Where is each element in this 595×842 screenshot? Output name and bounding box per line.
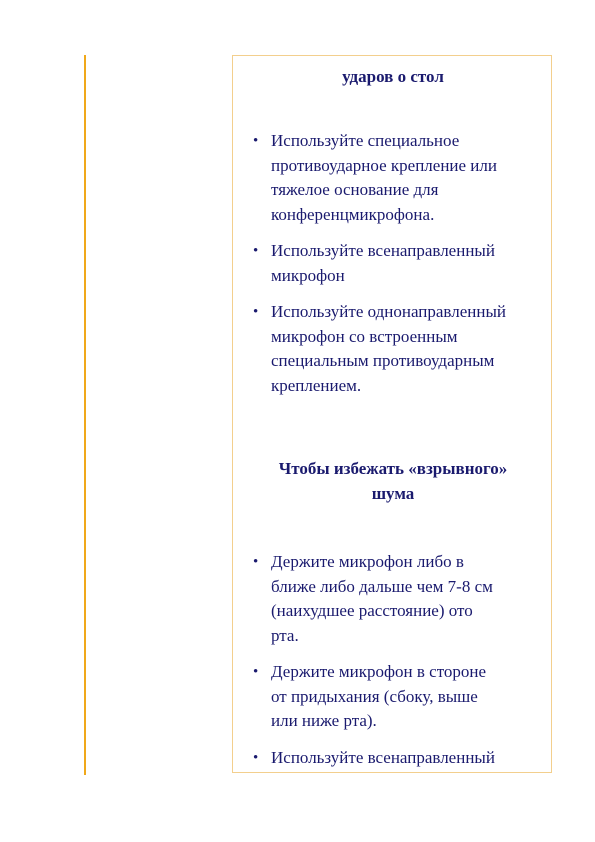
bullet-icon: •: [253, 554, 259, 570]
bullet-icon: •: [253, 664, 259, 680]
list-item-line: Используйте специальное: [271, 131, 460, 150]
bullet-icon: •: [253, 133, 259, 149]
plosive-tips-list: [247, 550, 547, 782]
list-item-line: микрофон: [271, 265, 345, 285]
list-item-line: Держите микрофон либо в: [271, 552, 464, 571]
list-item-line: ближе либо дальше чем 7-8 см: [271, 576, 493, 596]
list-item: [247, 239, 547, 288]
list-item-line: (наихудшее расстояние) ото: [271, 601, 473, 620]
heading-line: Чтобы избежать «взрывного»: [278, 459, 508, 478]
left-margin-rule: [84, 55, 86, 775]
impact-tips-list: [247, 129, 547, 410]
content-panel: [232, 55, 552, 773]
list-item-line: рта.: [271, 625, 299, 645]
list-item: [247, 550, 547, 648]
list-item-line: тяжелое основание для: [271, 180, 439, 199]
list-item: [247, 300, 547, 398]
bullet-icon: •: [253, 749, 259, 766]
section-heading-impact: ударов о стол: [342, 67, 444, 86]
list-item-line: противоударное крепление или: [271, 155, 497, 175]
section-heading-plosive: [233, 456, 553, 506]
list-item-line: от придыхания (сбоку, выше: [271, 686, 478, 706]
list-item-line: креплением.: [271, 375, 362, 395]
list-item: [247, 660, 547, 734]
bullet-icon: •: [253, 304, 259, 320]
list-item-line: Держите микрофон в стороне: [271, 662, 487, 681]
list-item: [247, 129, 547, 227]
list-item-line: Используйте всенаправленный: [271, 241, 495, 260]
list-item-line: конференцмикрофона.: [271, 204, 435, 224]
bullet-icon: •: [253, 243, 259, 259]
list-item-line: специальным противоударным: [271, 351, 495, 370]
list-item-line: Используйте всенаправленный: [271, 747, 495, 767]
list-item-line: или ниже рта).: [271, 711, 377, 730]
list-item-line: Используйте однонаправленный: [271, 302, 506, 321]
list-item-line: микрофон со встроенным: [271, 326, 458, 346]
list-item: [247, 746, 547, 771]
heading-line: шума: [371, 484, 415, 503]
